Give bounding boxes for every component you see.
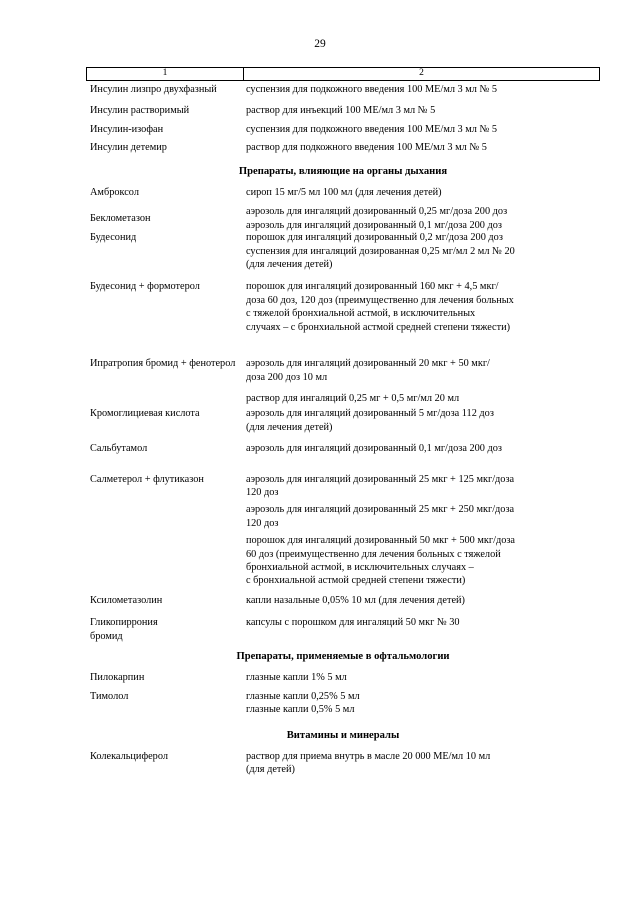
drug-form bbox=[242, 141, 600, 154]
drug-form bbox=[242, 104, 600, 117]
form-line: с бронхиальной астмой средней степени тяжести) bbox=[246, 575, 466, 587]
drug-name-line: Гликопиррония bbox=[90, 617, 158, 629]
form-line: глазные капли 1% 5 мл bbox=[246, 672, 347, 684]
page-number: 29 bbox=[314, 38, 326, 50]
form-line: раствор для подкожного введения 100 МЕ/мл 3 мл № 5 bbox=[246, 142, 487, 154]
drug-form bbox=[242, 594, 600, 607]
table-row bbox=[86, 186, 600, 199]
drug-form bbox=[242, 690, 600, 717]
form-line: порошок для ингаляций дозированный 160 мкг + 4,5 мкг/ bbox=[246, 281, 499, 293]
table-row bbox=[86, 123, 600, 136]
form-line: суспензия для подкожного введения 100 МЕ/мл 3 мл № 5 bbox=[246, 123, 498, 135]
drug-name: Ксилометазолин bbox=[90, 594, 163, 606]
table-row bbox=[86, 357, 600, 405]
form-line: бронхиальной астмой, в исключительных случаях – bbox=[246, 561, 474, 573]
drug-form bbox=[242, 357, 600, 405]
form-line: порошок для ингаляций дозированный 50 мкг + 500 мкг/доза bbox=[246, 535, 515, 547]
form-line: порошок для ингаляций дозированный 0,2 мг/доза 200 доз bbox=[246, 232, 503, 244]
drug-form bbox=[242, 407, 600, 434]
table-row bbox=[86, 205, 600, 232]
drug-name: Пилокарпин bbox=[90, 672, 145, 684]
drug-name: Беклометазон bbox=[90, 213, 151, 225]
form-line: 120 доз bbox=[246, 486, 279, 498]
section-title-respiratory: Препараты, влияющие на органы дыхания bbox=[238, 165, 448, 177]
drug-form bbox=[242, 750, 600, 777]
drug-name: Ипратропия бромид + фенотерол bbox=[90, 358, 236, 370]
section-title-vitamins: Витамины и минералы bbox=[286, 729, 400, 741]
drug-name: Инсулин лизпро двухфазный bbox=[90, 84, 217, 95]
drug-form bbox=[242, 671, 600, 684]
drug-name: Тимолол bbox=[90, 690, 129, 702]
form-line: аэрозоль для ингаляций дозированный 20 мкг + 50 мкг/ bbox=[246, 358, 490, 370]
form-line: случаях – с бронхиальной астмой средней степени тяжести) bbox=[246, 321, 511, 333]
drug-name: Инсулин-изофан bbox=[90, 123, 164, 135]
table-row bbox=[86, 690, 600, 717]
drug-form bbox=[242, 205, 600, 232]
table-row bbox=[86, 407, 600, 434]
column-2-header: 2 bbox=[419, 68, 424, 78]
form-line: (для лечения детей) bbox=[246, 421, 333, 433]
form-line: аэрозоль для ингаляций дозированный 0,1 мг/доза 200 доз bbox=[246, 219, 502, 231]
form-line: аэрозоль для ингаляций дозированный 25 мкг + 250 мкг/доза bbox=[246, 504, 515, 516]
table-row bbox=[86, 141, 600, 154]
form-line: 120 доз bbox=[246, 517, 279, 529]
drug-name-line: бромид bbox=[90, 630, 123, 642]
drug-form bbox=[242, 231, 600, 271]
table-row bbox=[86, 750, 600, 777]
section-title-ophthalmology: Препараты, применяемые в офтальмологии bbox=[236, 651, 450, 662]
form-line: с тяжелой бронхиальной астмой, в исключительных bbox=[246, 308, 476, 320]
table-row bbox=[86, 594, 600, 607]
drug-name: Сальбутамол bbox=[90, 443, 148, 455]
form-line: раствор для приема внутрь в масле 20 000 МЕ/мл 10 мл bbox=[246, 751, 491, 763]
form-line: (для детей) bbox=[246, 764, 295, 776]
form-line: капли назальные 0,05% 10 мл (для лечения детей) bbox=[246, 594, 465, 606]
drug-name: Будесонид + формотерол bbox=[90, 281, 200, 293]
drug-name: Салметерол + флутиказон bbox=[90, 473, 204, 485]
table-row bbox=[86, 616, 600, 643]
form-line: капсулы с порошком для ингаляций 50 мкг № 30 bbox=[246, 617, 460, 629]
form-line: сироп 15 мг/5 мл 100 мл (для лечения детей) bbox=[246, 187, 442, 199]
table-row bbox=[86, 671, 600, 684]
form-line: глазные капли 0,25% 5 мл bbox=[246, 690, 360, 702]
form-line: аэрозоль для ингаляций дозированный 0,25 мг/доза 200 доз bbox=[246, 206, 508, 218]
drug-form bbox=[242, 186, 600, 199]
drug-name: Кромоглициевая кислота bbox=[90, 408, 200, 420]
table-row bbox=[86, 280, 600, 334]
drug-form bbox=[242, 616, 600, 643]
drug-name: Инсулин растворимый bbox=[90, 105, 190, 117]
form-line: суспензия для подкожного введения 100 МЕ/мл 3 мл № 5 bbox=[246, 84, 498, 95]
drug-name: Инсулин детемир bbox=[90, 142, 167, 154]
form-line: доза 60 доз, 120 доз (преимущественно для лечения больных bbox=[246, 294, 514, 306]
form-line: аэрозоль для ингаляций дозированный 0,1 мг/доза 200 доз bbox=[246, 443, 502, 455]
table-row bbox=[86, 104, 600, 117]
form-line: раствор для ингаляций 0,25 мг + 0,5 мг/мл 20 мл bbox=[246, 392, 460, 404]
table-row bbox=[86, 442, 600, 455]
form-line: аэрозоль для ингаляций дозированный 5 мг/доза 112 доз bbox=[246, 408, 494, 420]
drug-form bbox=[242, 442, 600, 455]
table-column-header bbox=[86, 67, 600, 81]
drug-name bbox=[86, 616, 242, 643]
table-row bbox=[86, 231, 600, 271]
drug-name: Будесонид bbox=[90, 232, 137, 244]
form-line: глазные капли 0,5% 5 мл bbox=[246, 704, 355, 716]
drug-form bbox=[242, 83, 600, 96]
form-line: (для лечения детей) bbox=[246, 259, 333, 271]
table-row bbox=[86, 473, 600, 588]
form-line: 60 доз (преимущественно для лечения больных с тяжелой bbox=[246, 548, 501, 560]
drug-table bbox=[86, 67, 600, 777]
drug-name: Колекальциферол bbox=[90, 751, 168, 763]
column-1-header: 1 bbox=[87, 68, 244, 80]
drug-form bbox=[242, 123, 600, 136]
drug-form bbox=[242, 473, 600, 588]
table-row bbox=[86, 83, 600, 96]
form-line: доза 200 доз 10 мл bbox=[246, 371, 328, 383]
form-line: аэрозоль для ингаляций дозированный 25 мкг + 125 мкг/доза bbox=[246, 473, 515, 485]
drug-name: Амброксол bbox=[90, 187, 139, 199]
form-line: суспензия для ингаляций дозированная 0,25 мг/мл 2 мл № 20 bbox=[246, 245, 515, 257]
drug-form bbox=[242, 280, 600, 334]
form-line: раствор для инъекций 100 МЕ/мл 3 мл № 5 bbox=[246, 105, 436, 117]
